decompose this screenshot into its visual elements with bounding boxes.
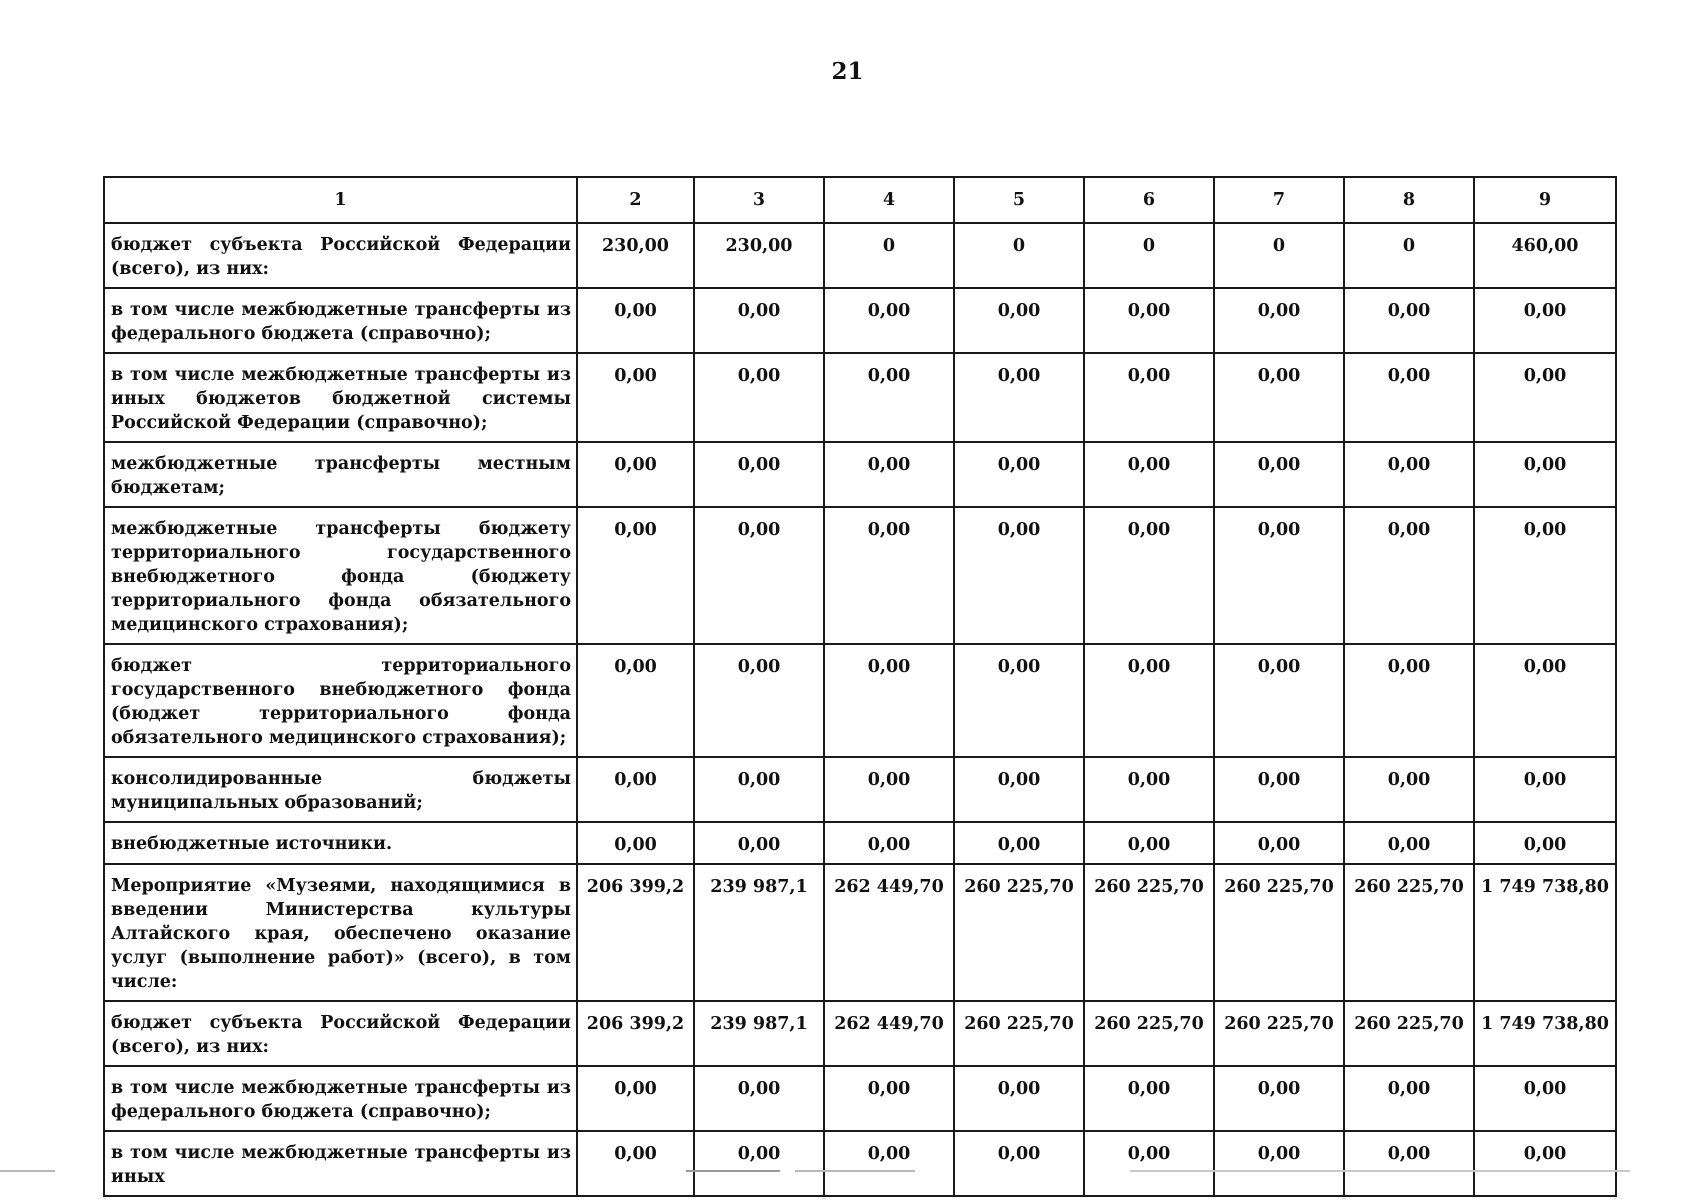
value-cell: 0,00 xyxy=(1084,822,1214,864)
value-cell: 0,00 xyxy=(824,507,954,644)
row-label: в том числе межбюджетные трансферты из федерального бюджета (справочно); xyxy=(104,288,577,353)
value-cell: 0,00 xyxy=(1084,442,1214,507)
page-number: 21 xyxy=(831,58,864,85)
value-cell: 0,00 xyxy=(954,822,1084,864)
row-label: Мероприятие «Музеями, находящимися в введении Министерства культуры Алтайского края, обеспечено оказание услуг (выполнение работ)» (всего), в том числе: xyxy=(104,864,577,1001)
row-label: межбюджетные трансферты бюджету территориального государственного внебюджетного фонда (бюджету территориального фонда обязательного медицинского страхования); xyxy=(104,507,577,644)
row-label: внебюджетные источники. xyxy=(104,822,577,864)
scan-artifact-line xyxy=(1130,1170,1630,1172)
table-row xyxy=(104,507,1616,644)
value-cell: 0 xyxy=(954,223,1084,288)
value-cell: 0,00 xyxy=(1084,644,1214,757)
value-cell: 0,00 xyxy=(694,353,824,442)
value-cell: 0 xyxy=(1344,223,1474,288)
column-header-9: 9 xyxy=(1474,177,1616,223)
column-header-5: 5 xyxy=(954,177,1084,223)
column-header-6: 6 xyxy=(1084,177,1214,223)
value-cell: 0,00 xyxy=(824,442,954,507)
value-cell: 260 225,70 xyxy=(1084,864,1214,1001)
value-cell: 0,00 xyxy=(1344,1066,1474,1131)
value-cell: 0,00 xyxy=(824,644,954,757)
scan-artifact-line xyxy=(686,1170,780,1172)
value-cell: 262 449,70 xyxy=(824,1001,954,1066)
value-cell: 0,00 xyxy=(577,757,694,822)
value-cell: 0,00 xyxy=(1084,353,1214,442)
value-cell: 0,00 xyxy=(954,442,1084,507)
row-label: консолидированные бюджеты муниципальных образований; xyxy=(104,757,577,822)
header-row xyxy=(104,177,1616,223)
value-cell: 0,00 xyxy=(694,288,824,353)
value-cell: 0,00 xyxy=(1214,353,1344,442)
value-cell: 0,00 xyxy=(577,507,694,644)
table-row xyxy=(104,822,1616,864)
value-cell: 0,00 xyxy=(1344,644,1474,757)
value-cell: 262 449,70 xyxy=(824,864,954,1001)
value-cell: 0,00 xyxy=(1214,644,1344,757)
table-row xyxy=(104,864,1616,1001)
value-cell: 0,00 xyxy=(694,1066,824,1131)
value-cell: 0,00 xyxy=(824,757,954,822)
value-cell: 0,00 xyxy=(1214,822,1344,864)
value-cell: 0,00 xyxy=(1344,442,1474,507)
value-cell: 0,00 xyxy=(1474,507,1616,644)
table-body xyxy=(104,223,1616,1196)
value-cell: 0,00 xyxy=(577,442,694,507)
value-cell: 0,00 xyxy=(577,1066,694,1131)
value-cell: 460,00 xyxy=(1474,223,1616,288)
value-cell: 0,00 xyxy=(1214,507,1344,644)
value-cell: 0,00 xyxy=(1214,757,1344,822)
value-cell: 0,00 xyxy=(1344,822,1474,864)
row-label: межбюджетные трансферты местным бюджетам; xyxy=(104,442,577,507)
value-cell: 230,00 xyxy=(694,223,824,288)
value-cell: 0,00 xyxy=(954,288,1084,353)
value-cell: 0,00 xyxy=(1474,822,1616,864)
row-label: бюджет территориального государственного внебюджетного фонда (бюджет территориального фонда обязательного медицинского страхования); xyxy=(104,644,577,757)
value-cell: 230,00 xyxy=(577,223,694,288)
column-header-3: 3 xyxy=(694,177,824,223)
row-label: в том числе межбюджетные трансферты из иных бюджетов бюджетной системы Российской Федерации (справочно); xyxy=(104,353,577,442)
value-cell: 0,00 xyxy=(1214,442,1344,507)
value-cell: 0,00 xyxy=(954,644,1084,757)
value-cell: 0,00 xyxy=(824,288,954,353)
value-cell: 0,00 xyxy=(954,757,1084,822)
column-header-1: 1 xyxy=(104,177,577,223)
value-cell: 0,00 xyxy=(694,822,824,864)
value-cell: 206 399,2 xyxy=(577,864,694,1001)
table-row xyxy=(104,1131,1616,1196)
value-cell: 0,00 xyxy=(1344,288,1474,353)
value-cell: 0,00 xyxy=(1474,757,1616,822)
value-cell: 0 xyxy=(1214,223,1344,288)
value-cell: 0,00 xyxy=(1084,1131,1214,1196)
value-cell: 0,00 xyxy=(1474,1131,1616,1196)
column-header-7: 7 xyxy=(1214,177,1344,223)
value-cell: 239 987,1 xyxy=(694,864,824,1001)
value-cell: 260 225,70 xyxy=(1344,1001,1474,1066)
table-row xyxy=(104,288,1616,353)
value-cell: 0,00 xyxy=(824,1131,954,1196)
value-cell: 260 225,70 xyxy=(1084,1001,1214,1066)
value-cell: 0,00 xyxy=(577,1131,694,1196)
column-header-2: 2 xyxy=(577,177,694,223)
value-cell: 0 xyxy=(1084,223,1214,288)
row-label: в том числе межбюджетные трансферты из федерального бюджета (справочно); xyxy=(104,1066,577,1131)
table-row xyxy=(104,1066,1616,1131)
value-cell: 0,00 xyxy=(694,644,824,757)
value-cell: 0,00 xyxy=(1474,442,1616,507)
value-cell: 0,00 xyxy=(694,757,824,822)
value-cell: 206 399,2 xyxy=(577,1001,694,1066)
value-cell: 0,00 xyxy=(824,822,954,864)
value-cell: 0,00 xyxy=(824,1066,954,1131)
value-cell: 0,00 xyxy=(1344,1131,1474,1196)
row-label: в том числе межбюджетные трансферты из иных xyxy=(104,1131,577,1196)
value-cell: 239 987,1 xyxy=(694,1001,824,1066)
table-row xyxy=(104,644,1616,757)
column-header-8: 8 xyxy=(1344,177,1474,223)
value-cell: 1 749 738,80 xyxy=(1474,864,1616,1001)
table-row xyxy=(104,353,1616,442)
value-cell: 0,00 xyxy=(1344,507,1474,644)
value-cell: 0,00 xyxy=(694,1131,824,1196)
value-cell: 0,00 xyxy=(1214,1131,1344,1196)
value-cell: 1 749 738,80 xyxy=(1474,1001,1616,1066)
value-cell: 0,00 xyxy=(954,1066,1084,1131)
value-cell: 260 225,70 xyxy=(954,864,1084,1001)
value-cell: 0,00 xyxy=(1084,507,1214,644)
value-cell: 0,00 xyxy=(1084,288,1214,353)
value-cell: 260 225,70 xyxy=(1214,1001,1344,1066)
value-cell: 0,00 xyxy=(1084,757,1214,822)
column-header-4: 4 xyxy=(824,177,954,223)
budget-table xyxy=(103,176,1617,1197)
table-row xyxy=(104,442,1616,507)
value-cell: 0,00 xyxy=(1474,644,1616,757)
value-cell: 0,00 xyxy=(954,507,1084,644)
table-row xyxy=(104,757,1616,822)
scan-artifact-line xyxy=(795,1170,915,1172)
value-cell: 0,00 xyxy=(1344,353,1474,442)
value-cell: 0,00 xyxy=(1474,353,1616,442)
value-cell: 0,00 xyxy=(1084,1066,1214,1131)
value-cell: 0,00 xyxy=(1214,288,1344,353)
value-cell: 0,00 xyxy=(577,288,694,353)
value-cell: 260 225,70 xyxy=(954,1001,1084,1066)
row-label: бюджет субъекта Российской Федерации (всего), из них: xyxy=(104,1001,577,1066)
value-cell: 0,00 xyxy=(577,353,694,442)
table-row xyxy=(104,1001,1616,1066)
value-cell: 0,00 xyxy=(1344,757,1474,822)
table-row xyxy=(104,223,1616,288)
value-cell: 0,00 xyxy=(577,822,694,864)
value-cell: 0,00 xyxy=(577,644,694,757)
value-cell: 0,00 xyxy=(1214,1066,1344,1131)
row-label: бюджет субъекта Российской Федерации (всего), из них: xyxy=(104,223,577,288)
value-cell: 260 225,70 xyxy=(1214,864,1344,1001)
value-cell: 0,00 xyxy=(824,353,954,442)
scan-artifact-line xyxy=(0,1170,55,1172)
value-cell: 0,00 xyxy=(954,353,1084,442)
value-cell: 0,00 xyxy=(954,1131,1084,1196)
value-cell: 260 225,70 xyxy=(1344,864,1474,1001)
value-cell: 0 xyxy=(824,223,954,288)
value-cell: 0,00 xyxy=(1474,1066,1616,1131)
value-cell: 0,00 xyxy=(694,507,824,644)
value-cell: 0,00 xyxy=(694,442,824,507)
value-cell: 0,00 xyxy=(1474,288,1616,353)
